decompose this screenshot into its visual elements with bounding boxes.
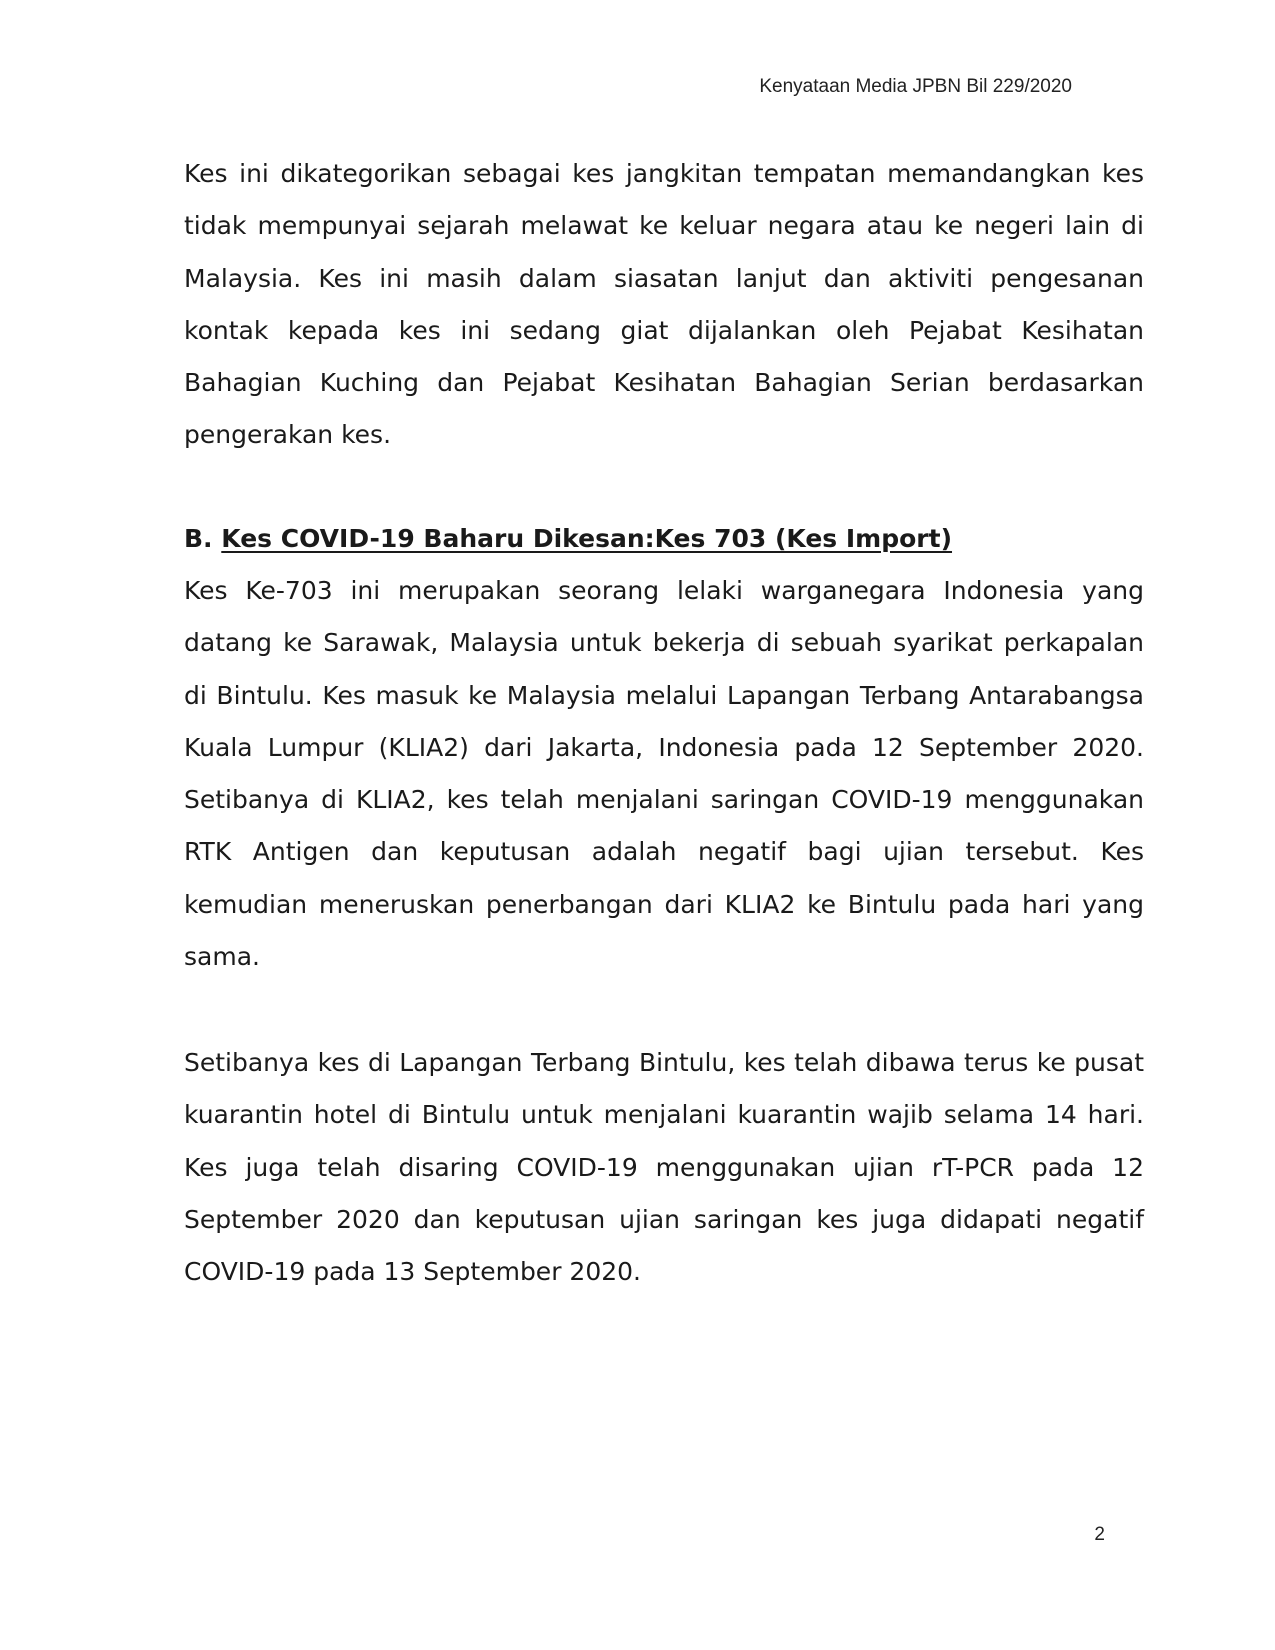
page-number: 2 — [1094, 1524, 1105, 1545]
section-title: Kes COVID-19 Baharu Dikesan:Kes 703 (Kes Import) — [221, 524, 953, 553]
section-heading-b — [184, 513, 952, 565]
paragraph-case-703-quarantine: Setibanya kes di Lapangan Terbang Bintulu, kes telah dibawa terus ke pusat kuarantin hotel di Bintulu untuk menjalani kuarantin wajib selama 14 hari. Kes juga telah disaring COVID-19 menggunakan ujian rT-PCR pada 12 September 2020 dan keputusan ujian saringan kes juga didapati negatif COVID-19 pada 13 September 2020. — [184, 1048, 1144, 1287]
paragraph-local-case: Kes ini dikategorikan sebagai kes jangkitan tempatan memandangkan kes tidak mempunyai sejarah melawat ke keluar negara atau ke negeri lain di Malaysia. Kes ini masih dalam siasatan lanjut dan aktiviti pengesanan kontak kepada kes ini sedang giat dijalankan oleh Pejabat Kesihatan Bahagian Kuching dan Pejabat Kesihatan Bahagian Serian berdasarkan pengerakan kes. — [184, 159, 1144, 450]
media-statement-reference: Kenyataan Media JPBN Bil 229/2020 — [759, 76, 1072, 97]
section-marker: B. — [184, 524, 213, 553]
paragraph-case-703-arrival: Kes Ke-703 ini merupakan seorang lelaki warganegara Indonesia yang datang ke Sarawak, Malaysia untuk bekerja di sebuah syarikat perkapalan di Bintulu. Kes masuk ke Malaysia melalui Lapangan Terbang Antarabangsa Kuala Lumpur (KLIA2) dari Jakarta, Indonesia pada 12 September 2020. Setibanya di KLIA2, kes telah menjalani saringan COVID-19 menggunakan RTK Antigen dan keputusan adalah negatif bagi ujian tersebut. Kes kemudian meneruskan penerbangan dari KLIA2 ke Bintulu pada hari yang sama. — [184, 576, 1144, 972]
